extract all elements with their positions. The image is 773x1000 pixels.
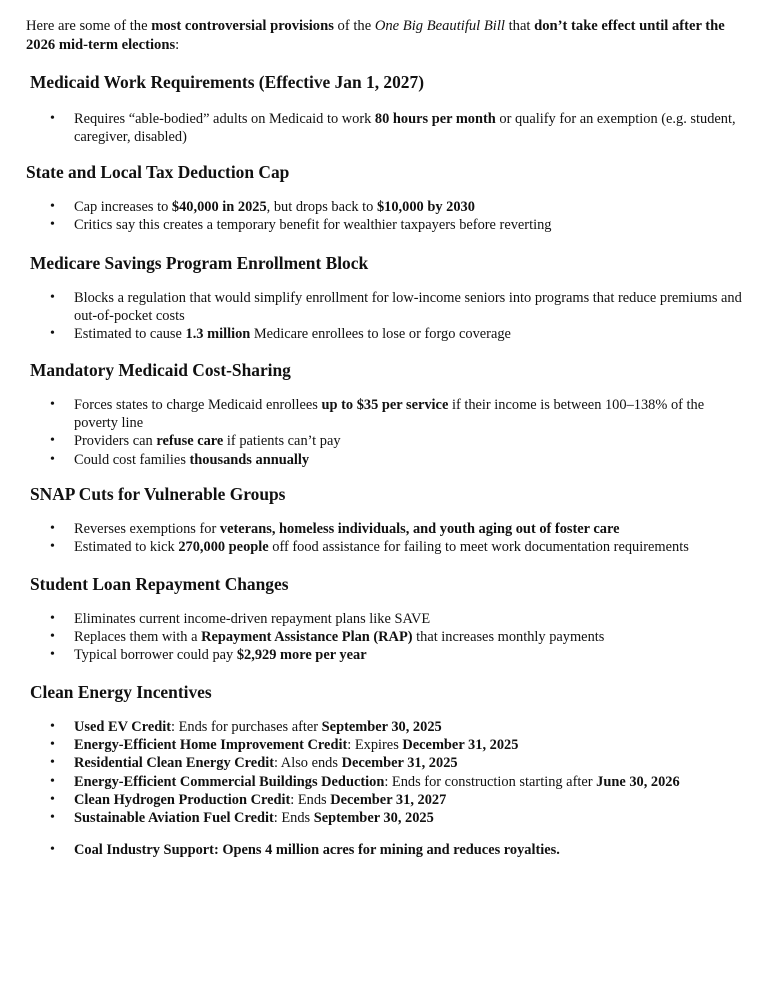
list-item (50, 520, 750, 538)
item-bold: $10,000 by 2030 (376, 199, 475, 215)
bullet-list (50, 718, 750, 827)
intro-text-3: that (504, 18, 535, 34)
item-text: Critics say this creates a temporary benefit for wealthier taxpayers before reverting (74, 217, 552, 234)
item-text: Blocks a regulation that would simplify enrollment for low-income seniors into programs that reduce premiums and out-of-pocket costs (74, 290, 742, 325)
bullet-icon: • (50, 521, 55, 536)
list-item (50, 646, 750, 664)
bullet-list (50, 396, 750, 469)
bullet-icon: • (50, 773, 55, 789)
list-item (50, 718, 750, 736)
item-text: Estimated to cause (74, 326, 186, 343)
item-bold: Energy-Efficient Home Improvement Credit (74, 737, 348, 754)
item-bold: refuse care (156, 433, 224, 450)
intro-text-2: of the (333, 18, 375, 34)
list-item (50, 610, 750, 628)
item-bold: 1.3 million (185, 326, 251, 343)
bullet-list (50, 110, 750, 146)
list-item (50, 773, 750, 791)
item-text: Cap increases to (74, 199, 172, 215)
list-item (50, 216, 750, 234)
list-item (50, 432, 750, 450)
list-item (50, 451, 750, 469)
list-item (50, 628, 750, 646)
item-bold: September 30, 2025 (321, 719, 442, 735)
bullet-icon: • (50, 451, 55, 467)
bullet-icon: • (50, 326, 55, 342)
item-text: : Ends for purchases after (171, 719, 322, 735)
item-bold: $40,000 in 2025 (171, 199, 267, 215)
item-text: Estimated to kick (74, 539, 179, 556)
item-text: Replaces them with a (74, 629, 202, 646)
item-bold: Coal Industry Support: Opens 4 million acres for mining and reduces royalties. (74, 842, 560, 858)
item-text: : Ends (290, 791, 331, 808)
bullet-icon: • (50, 842, 55, 857)
section-heading: Clean Energy Incentives (30, 682, 212, 702)
list-item (50, 325, 750, 343)
intro-paragraph (26, 17, 746, 55)
section-heading: Student Loan Repayment Changes (30, 574, 289, 594)
item-text: , but drops back to (266, 199, 377, 215)
item-bold: Sustainable Aviation Fuel Credit (74, 810, 274, 827)
list-item (50, 841, 750, 859)
list-item (50, 791, 750, 809)
item-bold: September 30, 2025 (313, 810, 434, 827)
list-item (50, 538, 750, 556)
item-bold: $2,929 more per year (236, 647, 367, 664)
item-text: off food assistance for failing to meet work documentation requirements (268, 539, 689, 556)
item-bold: June 30, 2026 (596, 773, 680, 790)
bullet-icon: • (50, 629, 55, 645)
item-text: if their income is between 100–138% of the poverty line (74, 397, 705, 432)
bullet-icon: • (50, 791, 55, 807)
item-bold: thousands annually (189, 451, 310, 468)
item-text: Eliminates current income-driven repayment plans like SAVE (74, 611, 431, 627)
item-bold: December 31, 2025 (341, 755, 458, 772)
item-text: or qualify for an exemption (e.g. student, caregiver, disabled) (74, 111, 736, 146)
item-text: Requires “able-bodied” adults on Medicaid to work (74, 111, 375, 127)
item-text: Medicare enrollees to lose or forgo coverage (250, 326, 511, 343)
item-text: Reverses exemptions for (74, 521, 220, 537)
item-text: Could cost families (74, 451, 190, 468)
section-heading: SNAP Cuts for Vulnerable Groups (30, 484, 286, 504)
bullet-icon: • (50, 111, 55, 126)
item-bold: Energy-Efficient Commercial Buildings Deduction (74, 773, 385, 790)
item-text: : Ends for construction starting after (384, 773, 597, 790)
bill-title: One Big Beautiful Bill (374, 18, 505, 34)
bullet-list (50, 610, 750, 665)
list-item (50, 198, 750, 216)
list-item (50, 809, 750, 827)
bullet-icon: • (50, 737, 55, 753)
item-bold: December 31, 2027 (330, 791, 447, 808)
item-bold: 270,000 people (178, 539, 269, 556)
item-bold: December 31, 2025 (402, 737, 519, 754)
section-heading: Medicare Savings Program Enrollment Block (30, 253, 369, 273)
section-heading: State and Local Tax Deduction Cap (26, 162, 290, 182)
intro-bold-2: don’t take effect until after the 2026 mid-term elections (26, 18, 725, 53)
item-text: Forces states to charge Medicaid enrollees (74, 397, 322, 413)
bullet-icon: • (50, 539, 55, 555)
bullet-icon: • (50, 719, 55, 734)
item-bold: Repayment Assistance Plan (RAP) (201, 629, 413, 646)
list-item (50, 736, 750, 754)
item-bold: 80 hours per month (374, 111, 496, 127)
section-heading: Medicaid Work Requirements (Effective Jan 1, 2027) (30, 72, 424, 92)
bullet-list (50, 198, 750, 234)
bullet-list (50, 289, 750, 344)
item-text: : Also ends (274, 755, 342, 772)
bullet-icon: • (50, 397, 55, 412)
bullet-icon: • (50, 647, 55, 663)
item-text: : Expires (347, 737, 403, 754)
item-bold: veterans, homeless individuals, and youth aging out of foster care (219, 521, 620, 537)
intro-bold-1: most controversial provisions (151, 18, 334, 34)
bullet-icon: • (50, 199, 55, 214)
list-item (50, 396, 750, 432)
item-text: Typical borrower could pay (74, 647, 237, 664)
item-bold: Residential Clean Energy Credit (74, 755, 274, 772)
list-item (50, 110, 750, 146)
bullet-list (50, 520, 750, 556)
bullet-icon: • (50, 433, 55, 449)
item-bold: up to $35 per service (321, 397, 449, 413)
section-heading: Mandatory Medicaid Cost-Sharing (30, 360, 291, 380)
bullet-icon: • (50, 611, 55, 626)
item-text: Providers can (74, 433, 157, 450)
item-text: if patients can’t pay (223, 433, 341, 450)
item-bold: Used EV Credit (74, 719, 172, 735)
bullet-icon: • (50, 217, 55, 233)
bullet-icon: • (50, 290, 55, 305)
item-bold: Clean Hydrogen Production Credit (74, 791, 291, 808)
item-text: : Ends (273, 810, 314, 827)
bullet-icon: • (50, 810, 55, 826)
intro-text-4: : (175, 37, 180, 53)
bullet-icon: • (50, 755, 55, 771)
item-text: that increases monthly payments (412, 629, 605, 646)
list-item (50, 289, 750, 325)
list-item (50, 754, 750, 772)
intro-text-1: Here are some of the (26, 18, 152, 34)
bullet-list-extra (50, 841, 750, 859)
